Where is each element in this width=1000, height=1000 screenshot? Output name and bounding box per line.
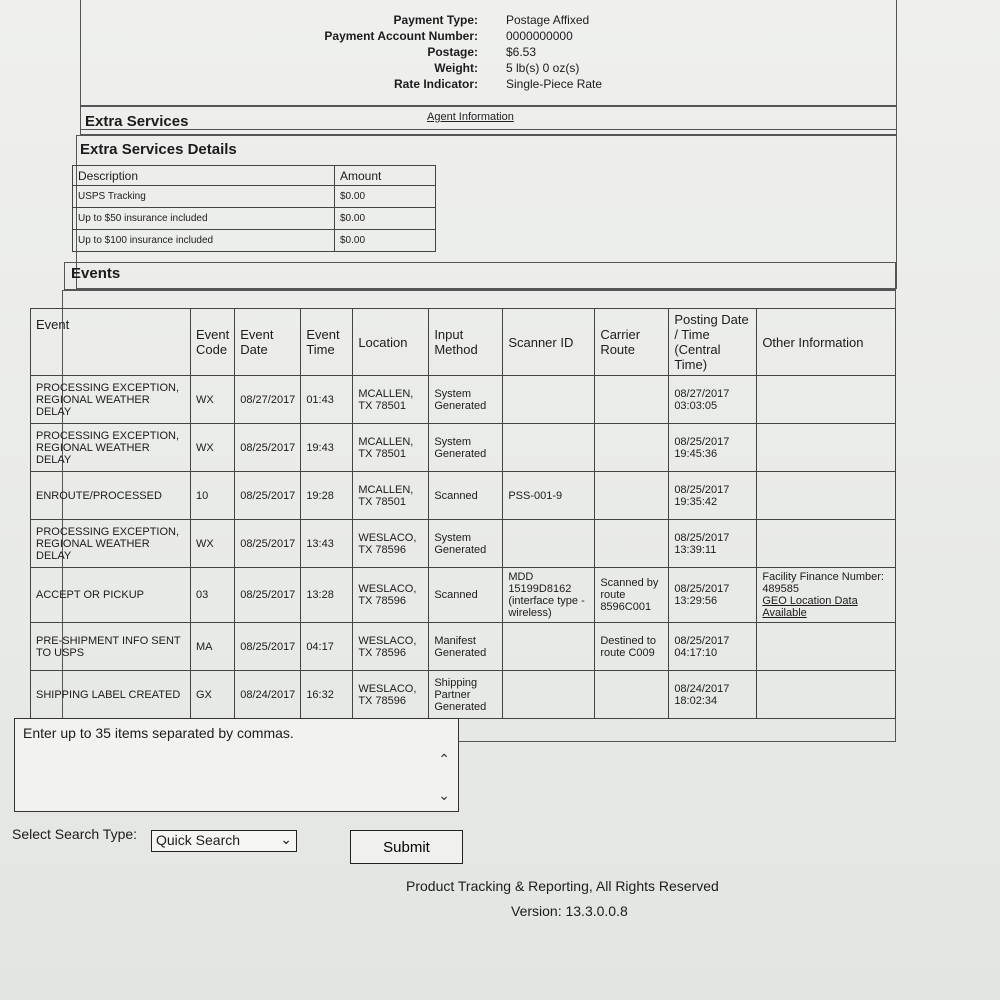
event-date: 08/27/2017 xyxy=(235,376,301,424)
geo-location-link[interactable]: GEO Location Data Available xyxy=(762,595,858,619)
weight-label: Weight: xyxy=(434,61,478,75)
facility-finance-number: Facility Finance Number: 489585 xyxy=(762,571,884,595)
event-input-method: Shipping Partner Generated xyxy=(429,671,503,719)
event-location: MCALLEN, TX 78501 xyxy=(353,424,429,472)
table-row xyxy=(31,376,896,424)
event-input-method: System Generated xyxy=(429,520,503,568)
event-location: WESLACO, TX 78596 xyxy=(353,520,429,568)
event-date: 08/24/2017 xyxy=(235,671,301,719)
event-name: PROCESSING EXCEPTION, REGIONAL WEATHER DELAY xyxy=(31,424,191,472)
search-type-value: Quick Search xyxy=(156,832,241,848)
event-name: PROCESSING EXCEPTION, REGIONAL WEATHER DELAY xyxy=(31,520,191,568)
payment-row xyxy=(81,77,898,93)
location-header: Location xyxy=(353,309,429,376)
event-other-info xyxy=(757,472,896,520)
carrier-route-header: Carrier Route xyxy=(595,309,669,376)
event-carrier-route xyxy=(595,671,669,719)
event-code: 03 xyxy=(191,568,235,623)
scanner-id-header: Scanner ID xyxy=(503,309,595,376)
event-code: 10 xyxy=(191,472,235,520)
chevron-down-icon: ⌄ xyxy=(280,831,292,847)
event-date: 08/25/2017 xyxy=(235,424,301,472)
extra-services-table xyxy=(72,165,436,252)
event-location: WESLACO, TX 78596 xyxy=(353,568,429,623)
event-date: 08/25/2017 xyxy=(235,623,301,671)
event-posting-datetime: 08/25/2017 19:45:36 xyxy=(669,424,757,472)
event-other-info xyxy=(757,424,896,472)
description-header: Description xyxy=(73,166,335,186)
event-time: 19:28 xyxy=(301,472,353,520)
event-posting-datetime: 08/25/2017 13:39:11 xyxy=(669,520,757,568)
table-row xyxy=(31,472,896,520)
service-description: Up to $50 insurance included xyxy=(73,208,335,230)
service-description: Up to $100 insurance included xyxy=(73,230,335,252)
other-information-header: Other Information xyxy=(757,309,896,376)
extra-services-header xyxy=(80,105,897,135)
payment-type-value: Postage Affixed xyxy=(506,13,590,27)
scroll-up-icon[interactable]: ⌃ xyxy=(438,751,450,767)
payment-account-label: Payment Account Number: xyxy=(324,29,478,43)
event-input-method: Scanned xyxy=(429,568,503,623)
event-code: WX xyxy=(191,520,235,568)
service-amount: $0.00 xyxy=(335,186,436,208)
event-scanner-id xyxy=(503,520,595,568)
submit-button[interactable]: Submit xyxy=(350,830,463,864)
event-time: 04:17 xyxy=(301,623,353,671)
event-input-method: Manifest Generated xyxy=(429,623,503,671)
event-code: MA xyxy=(191,623,235,671)
event-code: WX xyxy=(191,424,235,472)
event-posting-datetime: 08/27/2017 03:03:05 xyxy=(669,376,757,424)
event-input-method: System Generated xyxy=(429,376,503,424)
table-header-row xyxy=(73,166,436,186)
agent-information-link[interactable]: Agent Information xyxy=(427,111,514,123)
event-name: ENROUTE/PROCESSED xyxy=(31,472,191,520)
event-location: MCALLEN, TX 78501 xyxy=(353,376,429,424)
event-scanner-id xyxy=(503,376,595,424)
event-posting-datetime: 08/25/2017 13:29:56 xyxy=(669,568,757,623)
weight-value: 5 lb(s) 0 oz(s) xyxy=(506,61,580,75)
event-input-method: System Generated xyxy=(429,424,503,472)
event-code: GX xyxy=(191,671,235,719)
table-row xyxy=(31,671,896,719)
event-time: 16:32 xyxy=(301,671,353,719)
rate-indicator-value: Single-Piece Rate xyxy=(506,77,603,91)
event-other-info xyxy=(757,568,896,623)
event-location: MCALLEN, TX 78501 xyxy=(353,472,429,520)
textarea-hint: Enter up to 35 items separated by commas. xyxy=(23,725,294,741)
extra-services-details-title: Extra Services Details xyxy=(80,141,237,158)
event-time: 13:43 xyxy=(301,520,353,568)
rate-indicator-label: Rate Indicator: xyxy=(393,77,478,91)
table-row xyxy=(31,520,896,568)
payment-row xyxy=(81,29,898,45)
events-table xyxy=(30,308,896,719)
event-carrier-route xyxy=(595,472,669,520)
event-carrier-route xyxy=(595,424,669,472)
event-date: 08/25/2017 xyxy=(235,520,301,568)
payment-row xyxy=(81,45,898,61)
event-other-info xyxy=(757,623,896,671)
event-location: WESLACO, TX 78596 xyxy=(353,623,429,671)
tracking-numbers-textarea[interactable] xyxy=(14,718,459,812)
event-location: WESLACO, TX 78596 xyxy=(353,671,429,719)
event-header: Event xyxy=(31,309,191,376)
scroll-down-icon[interactable]: ⌄ xyxy=(438,787,450,803)
event-scanner-id xyxy=(503,623,595,671)
event-name: PROCESSING EXCEPTION, REGIONAL WEATHER DELAY xyxy=(31,376,191,424)
event-posting-datetime: 08/24/2017 18:02:34 xyxy=(669,671,757,719)
event-time: 01:43 xyxy=(301,376,353,424)
event-scanner-id: PSS-001-9 xyxy=(503,472,595,520)
event-posting-datetime: 08/25/2017 04:17:10 xyxy=(669,623,757,671)
service-amount: $0.00 xyxy=(335,208,436,230)
postage-label: Postage: xyxy=(427,45,478,59)
amount-header: Amount xyxy=(335,166,436,186)
event-scanner-id xyxy=(503,671,595,719)
input-method-header: Input Method xyxy=(429,309,503,376)
table-row xyxy=(31,424,896,472)
footer-version: Version: 13.3.0.0.8 xyxy=(511,903,628,919)
search-type-label: Select Search Type: xyxy=(12,826,138,842)
event-date-header: Event Date xyxy=(235,309,301,376)
event-date: 08/25/2017 xyxy=(235,472,301,520)
event-code: WX xyxy=(191,376,235,424)
event-code-header: Event Code xyxy=(191,309,235,376)
payment-row xyxy=(81,13,898,29)
event-carrier-route: Scanned by route 8596C001 xyxy=(595,568,669,623)
event-other-info xyxy=(757,671,896,719)
payment-account-value: 0000000000 xyxy=(506,29,573,43)
event-other-info xyxy=(757,376,896,424)
table-row xyxy=(31,568,896,623)
payment-row xyxy=(81,61,898,77)
event-scanner-id: MDD 15199D8162 (interface type - wireless) xyxy=(503,568,595,623)
service-description: USPS Tracking xyxy=(73,186,335,208)
footer-rights: Product Tracking & Reporting, All Rights Reserved xyxy=(406,878,719,894)
event-carrier-route xyxy=(595,520,669,568)
events-header xyxy=(64,262,896,290)
posting-datetime-header: Posting Date / Time (Central Time) xyxy=(669,309,757,376)
table-row xyxy=(73,208,436,230)
event-time: 19:43 xyxy=(301,424,353,472)
event-scanner-id xyxy=(503,424,595,472)
event-date: 08/25/2017 xyxy=(235,568,301,623)
table-row xyxy=(73,230,436,252)
event-input-method: Scanned xyxy=(429,472,503,520)
event-carrier-route xyxy=(595,376,669,424)
event-name: SHIPPING LABEL CREATED xyxy=(31,671,191,719)
postage-value: $6.53 xyxy=(506,45,537,59)
event-name: ACCEPT OR PICKUP xyxy=(31,568,191,623)
event-carrier-route: Destined to route C009 xyxy=(595,623,669,671)
service-amount: $0.00 xyxy=(335,230,436,252)
event-time-header: Event Time xyxy=(301,309,353,376)
event-posting-datetime: 08/25/2017 19:35:42 xyxy=(669,472,757,520)
event-name: PRE-SHIPMENT INFO SENT TO USPS xyxy=(31,623,191,671)
event-other-info xyxy=(757,520,896,568)
payment-type-label: Payment Type: xyxy=(393,13,478,27)
events-title: Events xyxy=(71,265,121,282)
extra-services-title: Extra Services xyxy=(85,113,189,130)
table-header-row xyxy=(31,309,896,376)
event-time: 13:28 xyxy=(301,568,353,623)
search-type-select[interactable] xyxy=(151,830,297,852)
table-row xyxy=(73,186,436,208)
table-row xyxy=(31,623,896,671)
